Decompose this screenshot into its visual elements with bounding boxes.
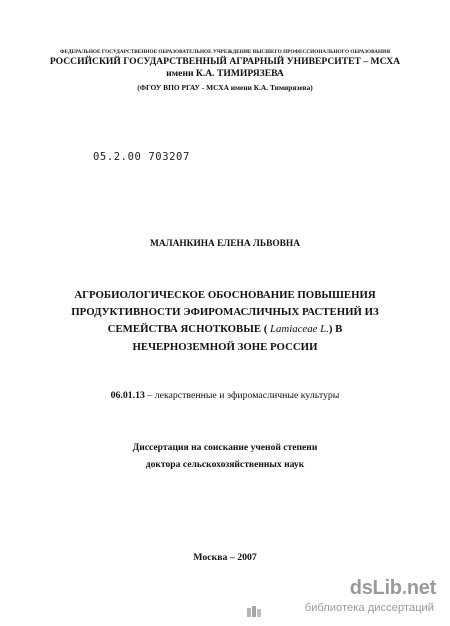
university-name: РОССИЙСКИЙ ГОСУДАРСТВЕННЫЙ АГРАРНЫЙ УНИВЕРСИТЕТ – МСХА (49, 56, 401, 67)
dslib-subtitle: библиотека диссертаций (304, 602, 434, 614)
dissertation-line-2: доктора сельскохозяйственных наук (145, 459, 305, 470)
dslib-logo-dot: . (401, 577, 407, 599)
dslib-logo-part1: dsLib (349, 577, 402, 599)
title-line-3-start: СЕМЕЙСТВА ЯСНОТКОВЫЕ ( (107, 323, 271, 335)
dslib-logo-part2: net (406, 577, 436, 599)
title-line-3-end: ) В (328, 323, 343, 335)
title-latin-name: Lamiaceae L. (270, 323, 329, 335)
ministry-line: ФЕДЕРАЛЬНОЕ ГОСУДАРСТВЕННОЕ ОБРАЗОВАТЕЛЬНОЕ УЧРЕЖДЕНИЕ ВЫСШЕГО ПРОФЕССИОНАЛЬНОГО ОБРАЗОВАНИЯ (59, 49, 391, 55)
dissertation-line-1: Диссертация на соискание ученой степени (132, 442, 318, 453)
title-line-2: ПРОДУКТИВНОСТИ ЭФИРОМАСЛИЧНЫХ РАСТЕНИЙ ИЗ (71, 306, 379, 318)
author-name: МАЛАНКИНА ЕЛЕНА ЛЬВОВНА (150, 239, 300, 249)
dslib-watermark (246, 577, 436, 623)
specialty-text: – лекарственные и эфиромасличные культуры (144, 390, 340, 401)
dslib-logo-text (350, 577, 436, 599)
title-line-4: НЕЧЕРНОЗЕМНОЙ ЗОНЕ РОССИИ (132, 341, 318, 353)
title-line-1: АГРОБИОЛОГИЧЕСКОЕ ОБОСНОВАНИЕ ПОВЫШЕНИЯ (74, 289, 376, 301)
university-abbreviation: (ФГОУ ВПО РГАУ - МСХА имени К.А. Тимирязева) (137, 83, 313, 92)
university-named-after: имени К.А. ТИМИРЯЗЕВА (166, 68, 284, 79)
title-line-3 (0, 324, 450, 335)
city-year: Москва – 2007 (193, 552, 257, 563)
specialty-code: 06.01.13 (110, 390, 145, 401)
specialty (0, 390, 450, 401)
registration-code: 05.2.00 703207 (93, 151, 190, 163)
dslib-logo-icon (246, 605, 262, 619)
